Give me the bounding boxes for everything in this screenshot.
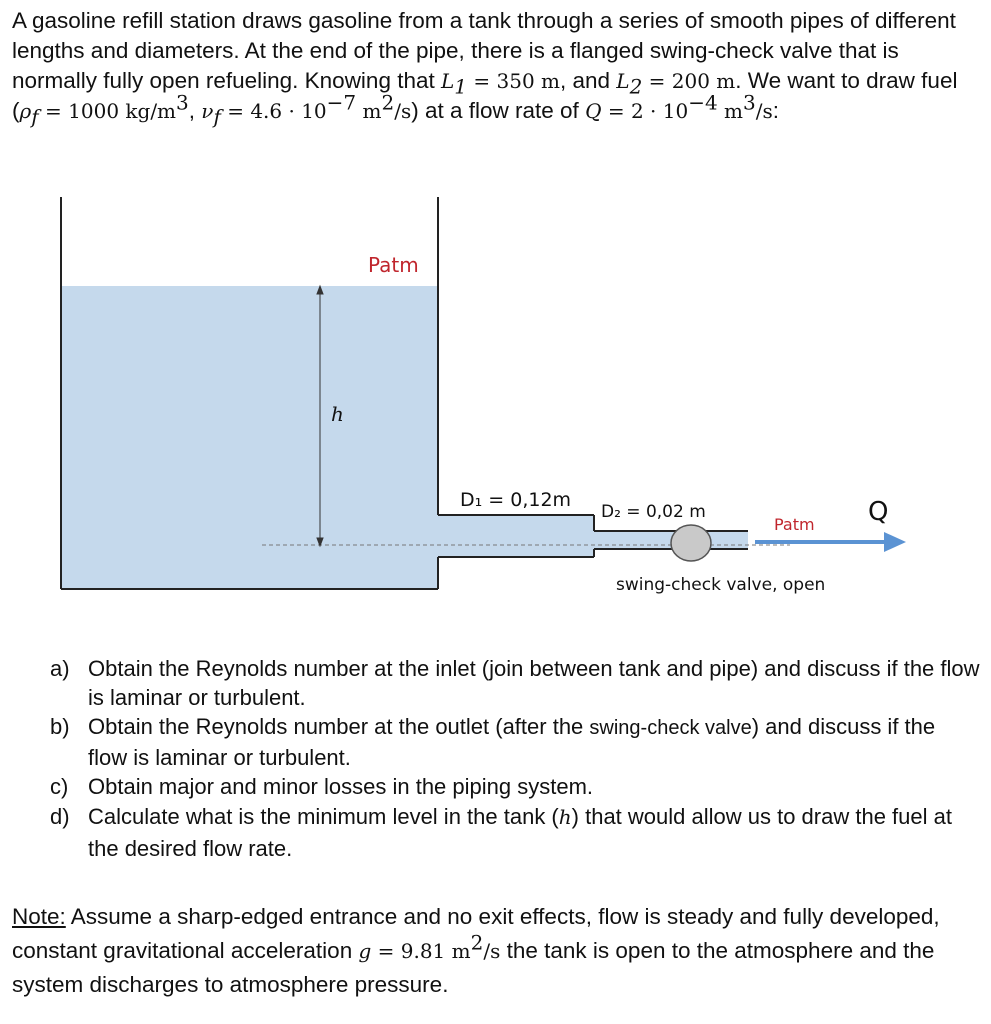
question-text-part: ) that would allow us to draw the fuel at the desired flow rate. [88, 804, 952, 861]
l2-value: = 200 m [642, 69, 736, 93]
question-list [50, 654, 980, 865]
question-text-part: Obtain the Reynolds number at the outlet (after the [88, 714, 590, 739]
note-paragraph [12, 900, 982, 1002]
gravity-exponent: 2 [470, 930, 484, 955]
viscosity-symbol: ν [201, 99, 214, 123]
viscosity-value: = 4.6 · 10 [220, 99, 327, 123]
tank-pipe-diagram [0, 180, 991, 620]
gravity-unit-end: /s [483, 939, 501, 963]
d2-label: D₂ = 0,02 m [601, 502, 706, 522]
note-heading: Note: [12, 904, 66, 929]
intro-text: . We want to draw fuel ( [12, 68, 958, 123]
note-text: Assume a sharp-edged entrance and no exit effects, flow is steady and fully developed, constant gravitational acceleration [12, 904, 940, 963]
flow-rate-exponent: −4 [688, 90, 718, 115]
question-d [50, 801, 980, 865]
question-text-part: ) and discuss if the flow is laminar or turbulent. [88, 714, 936, 770]
question-label: a) [50, 656, 70, 681]
flow-q-label: Q [868, 497, 889, 527]
l1-subscript: 1 [454, 74, 468, 99]
height-label: h [331, 402, 344, 426]
problem-statement [12, 6, 982, 129]
swing-check-valve [671, 525, 711, 561]
question-label: c) [50, 774, 69, 799]
question-text: Obtain the Reynolds number at the inlet (join between tank and pipe) and discuss if the flow is laminar or turbulent. [88, 656, 980, 710]
viscosity-unit-exponent: 2 [381, 90, 395, 115]
intro-text: : [772, 98, 780, 123]
valve-label: swing-check valve, open [616, 575, 826, 595]
note-text: the tank is open to the atmosphere and the system discharges to atmosphere pressure. [12, 938, 935, 997]
flow-arrow [755, 532, 906, 552]
intro-text: , [188, 98, 202, 123]
d1-label: D₁ = 0,12m [460, 489, 572, 511]
question-a [50, 654, 980, 712]
flow-rate-value: = 2 · 10 [601, 99, 689, 123]
question-text-part: swing-check valve [589, 717, 752, 739]
patm-top-label: Patm [368, 253, 419, 277]
question-text: Obtain major and minor losses in the piping system. [88, 774, 594, 799]
intro-text: , and [559, 68, 617, 93]
question-label: d) [50, 804, 70, 829]
viscosity-unit: m [356, 99, 382, 123]
density-exponent: 3 [176, 90, 189, 115]
density-symbol: ρ [19, 99, 32, 123]
question-label: b) [50, 714, 70, 739]
gravity-symbol: g [358, 939, 372, 963]
l2-symbol: L [616, 69, 630, 93]
tank-fluid [61, 286, 438, 589]
intro-text: A gasoline refill station draws gasoline from a tank through a series of smooth pipes of different lengths and diameters. At the end of the pipe, there is a flanged swing-check valve that is normally fully open refueling. Knowing that [12, 8, 956, 93]
l1-symbol: L [441, 69, 455, 93]
flow-rate-unit-end: /s [755, 99, 773, 123]
patm-outlet-label: Patm [774, 515, 815, 534]
height-symbol: h [558, 805, 572, 829]
question-b [50, 712, 980, 772]
question-text-part: Calculate what is the minimum level in the tank ( [88, 804, 559, 829]
flow-rate-symbol: Q [585, 99, 602, 123]
gravity-value: = 9.81 m [371, 939, 471, 963]
density-subscript: f [31, 104, 39, 129]
pipe1-fluid [438, 515, 594, 557]
flow-rate-unit: m [717, 99, 743, 123]
viscosity-subscript: f [213, 104, 221, 129]
intro-text: ) at a flow rate of [411, 98, 586, 123]
question-text [88, 801, 980, 865]
flow-rate-unit-exponent: 3 [743, 90, 756, 115]
viscosity-exponent: −7 [326, 90, 357, 115]
question-c [50, 772, 980, 801]
l2-subscript: 2 [629, 74, 643, 99]
l1-value: = 350 m [467, 69, 560, 93]
density-value: = 1000 kg/m [38, 99, 177, 123]
viscosity-unit-end: /s [394, 99, 412, 123]
question-text [88, 712, 980, 772]
